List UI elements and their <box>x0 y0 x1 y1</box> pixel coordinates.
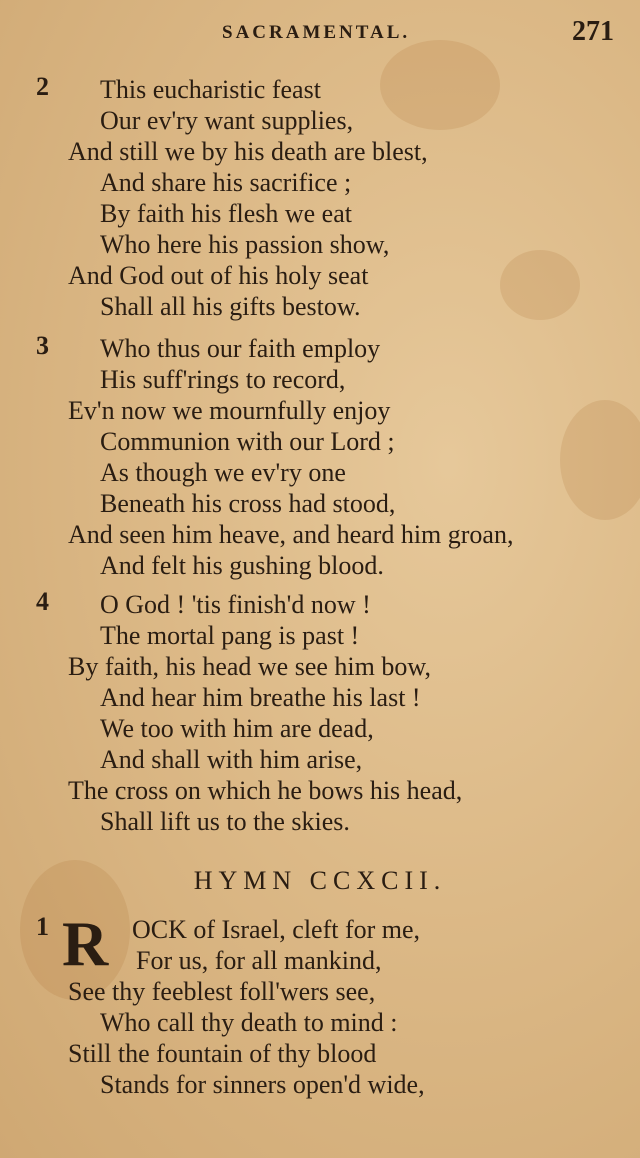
verse-line: OCK of Israel, cleft for me, <box>132 915 421 944</box>
verse-line: And seen him heave, and heard him groan, <box>68 520 514 549</box>
verse-line: Who here his passion show, <box>100 230 390 259</box>
verse-number: 1 <box>36 912 49 941</box>
verse-number: 2 <box>36 72 49 101</box>
verse-line: Who call thy death to mind : <box>100 1008 398 1037</box>
verse-line: This eucharistic feast <box>100 75 321 104</box>
verse-line: Communion with our Lord ; <box>100 427 395 456</box>
verse-line: Ev'n now we mournfully enjoy <box>68 396 391 425</box>
verse-line: And God out of his holy seat <box>68 261 369 290</box>
verse-line: And hear him breathe his last ! <box>100 683 421 712</box>
verse-line: And still we by his death are blest, <box>68 137 428 166</box>
verse-line: Shall lift us to the skies. <box>100 807 350 836</box>
running-head: SACRAMENTAL. <box>222 22 411 43</box>
verse-line: For us, for all mankind, <box>136 946 382 975</box>
verse-line: The mortal pang is past ! <box>100 621 360 650</box>
drop-cap: R <box>62 908 109 979</box>
verse-line: See thy feeblest foll'wers see, <box>68 977 376 1006</box>
verse-line: And shall with him arise, <box>100 745 363 774</box>
hymn-title: HYMN CCXCII. <box>193 866 447 895</box>
verse-line: And felt his gushing blood. <box>100 551 384 580</box>
verse-line: Shall all his gifts bestow. <box>100 292 361 321</box>
verse-line: Our ev'ry want supplies, <box>100 106 354 135</box>
page-number: 271 <box>572 16 614 47</box>
verse-number: 4 <box>36 587 49 616</box>
verse-line: By faith, his head we see him bow, <box>68 652 431 681</box>
verse-line: O God ! 'tis finish'd now ! <box>100 590 371 619</box>
verse-line: As though we ev'ry one <box>100 458 346 487</box>
verse-line: And share his sacrifice ; <box>100 168 352 197</box>
verse-line: Beneath his cross had stood, <box>100 489 396 518</box>
verse-line: The cross on which he bows his head, <box>68 776 463 805</box>
verse-number: 3 <box>36 331 49 360</box>
verse-line: We too with him are dead, <box>100 714 374 743</box>
verse-line: Who thus our faith employ <box>100 334 381 363</box>
page-header <box>0 18 640 48</box>
verse-line: Stands for sinners open'd wide, <box>100 1070 425 1099</box>
verse-line: By faith his flesh we eat <box>100 199 352 228</box>
verse-line: Still the fountain of thy blood <box>68 1039 377 1068</box>
verse-line: His suff'rings to record, <box>100 365 346 394</box>
